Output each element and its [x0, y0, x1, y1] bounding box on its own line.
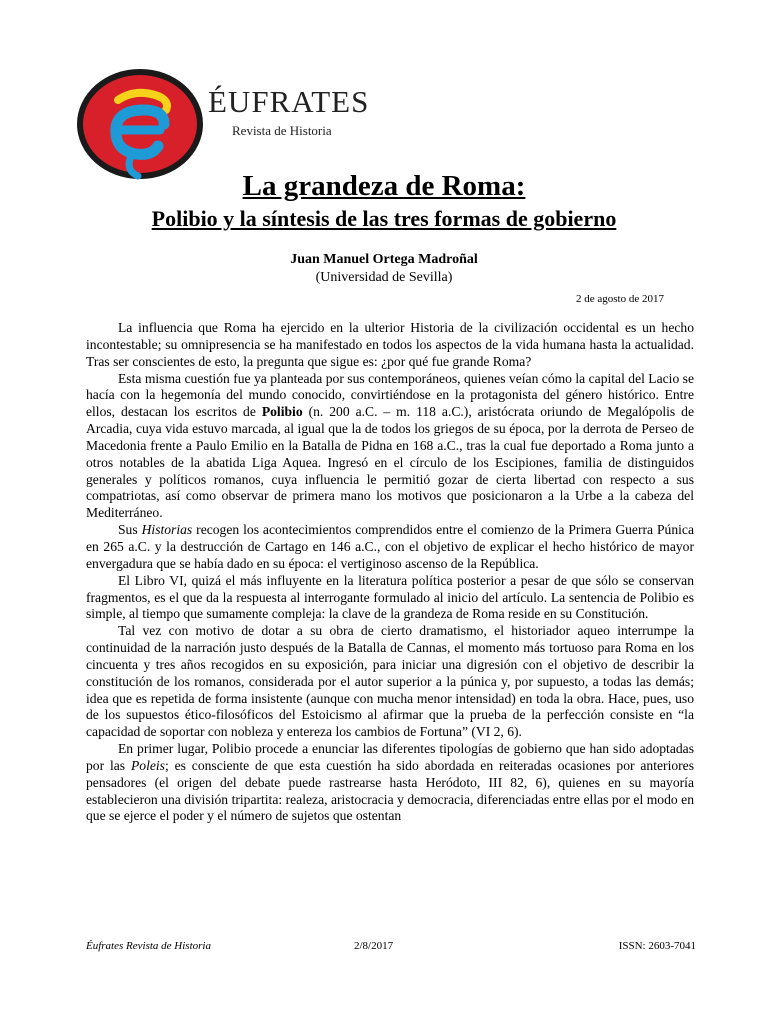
- paragraph-2-text-b: (n. 200 a.C. – m. 118 a.C.), aristócrata oriundo de Megalópolis de Arcadia, cuya vida estuvo marcada, al igual que la de todos los griegos de su época, por la derrota de Perseo de Macedonia frente a Paulo Emilio en la Batalla de Pidna en 168 a.C., tras la cual fue deportado a Roma junto a otros notables de la abatida Liga Aquea. Ingresó en el círculo de los Escipiones, familia de distinguidos generales y políticos romanos, cuya influencia le permitió gozar de cierta libertad con respecto a sus compatriotas, así como observar de primera mano los motivos que posicionaron a la Urbe a la cabeza del Mediterráneo.: [86, 404, 694, 521]
- footer-date: 2/8/2017: [354, 940, 394, 952]
- paragraph-2: [86, 371, 694, 523]
- polibio-bold: Polibio: [261, 404, 303, 420]
- article-title: La grandeza de Roma:: [242, 170, 526, 202]
- historias-italic: Historias: [141, 522, 193, 538]
- paragraph-6-text-a: En primer lugar, Polibio procede a enunciar las diferentes tipologías de gobierno que han sido adoptadas por las: [86, 741, 694, 773]
- poleis-italic: Poleis: [130, 757, 165, 773]
- journal-subtitle: Revista de Historia: [232, 123, 332, 138]
- paragraph-5: Tal vez con motivo de dotar a su obra de cierto dramatismo, el historiador aqueo interrumpe la continuidad de la narración justo después de la Batalla de Cannas, el momento más tortuoso para Roma en los cincuenta y tres años recogidos en su exposición, para iniciar una digresión con el objetivo de describir la constitución de los romanos, considerada por el autor superior a la púnica y, por supuesto, a todas las demás; idea que es repetida de forma insistente (aunque con mucha menor intensidad) en toda la obra. Hace, pues, uso de los supuestos ético-filosóficos del Estoicismo al afirmar que la prueba de la perfección consiste en “la capacidad de soportar con nobleza y entereza los cambios de Fortuna” (VI 2, 6).: [86, 623, 694, 740]
- article-subtitle: Polibio y la síntesis de las tres formas de gobierno: [151, 206, 617, 231]
- paragraph-2-text-a: Esta misma cuestión fue ya planteada por sus contemporáneos, quienes veían cómo la capital del Lacio se hacía con la hegemonía del mundo conocido, convirtiéndose en la protagonista del género histórico. Entre ellos, destacan los escritos de: [86, 370, 694, 420]
- paragraph-1: La influencia que Roma ha ejercido en la ulterior Historia de la civilización occidental es un hecho incontestable; su omnipresencia se ha manifestado en todos los aspectos de la vida humana hasta la actualidad. Tras ser conscientes de esto, la pregunta que sigue es: ¿por qué fue grande Roma?: [86, 320, 694, 369]
- footer-issn: ISSN: 2603-7041: [618, 940, 696, 952]
- journal-name: ÉUFRATES: [208, 84, 370, 119]
- publication-date: 2 de agosto de 2017: [576, 293, 664, 305]
- paragraph-6: [86, 741, 694, 825]
- paragraph-6-text-b: ; es consciente de que esta cuestión ha sido abordada en reiteradas ocasiones por anteriores pensadores (el origen del debate puede rastrearse hasta Heródoto, III 82, 6), quienes en su mayoría establecieron una división tripartita: realeza, aristocracia y democracia, diferenciadas entre ellas por el modo en que se ejerce el poder y el número de sujetos que ostentan: [86, 757, 694, 824]
- paragraph-3: [86, 522, 694, 573]
- footer-journal: Éufrates Revista de Historia: [86, 940, 211, 952]
- paragraph-3-text-a: Sus: [118, 522, 142, 538]
- paragraph-4: El Libro VI, quizá el más influyente en la literatura política posterior a pesar de que sólo se conservan fragmentos, es el que da la respuesta al interrogante formulado al inicio del artículo. La sentencia de Polibio es simple, al tiempo que sumamente compleja: la clave de la grandeza de Roma reside en su Constitución.: [86, 572, 694, 622]
- article-body: [86, 320, 694, 825]
- eufrates-logo-icon: [74, 66, 206, 182]
- author-name: Juan Manuel Ortega Madroñal: [290, 252, 478, 267]
- paragraph-3-text-b: recogen los acontecimientos comprendidos entre el comienzo de la Primera Guerra Púnica en 265 a.C. y la destrucción de Cartago en 146 a.C., con el objetivo de explicar el hecho histórico de mayor envergadura que se había dado en su época: el vertiginoso ascenso de la República.: [86, 522, 694, 571]
- author-affiliation: (Universidad de Sevilla): [315, 270, 453, 285]
